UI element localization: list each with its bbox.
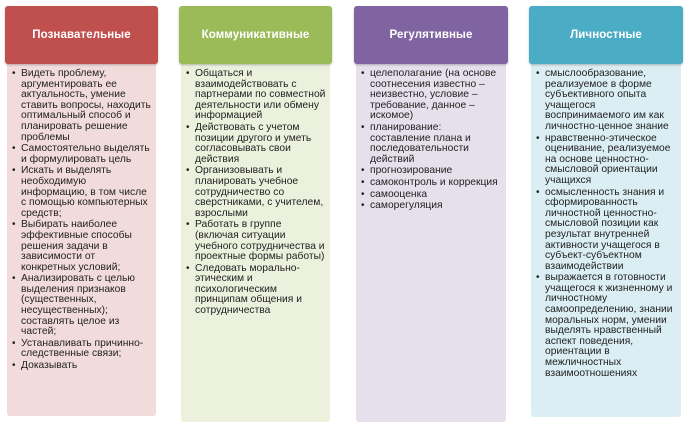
list-item: • Доказывать: [21, 361, 152, 372]
list-item: • смыслообразование, реализуемое в форме субъективного опыта учащегося воспринимаемого им как личностно-ценное знание: [545, 69, 677, 133]
list-item: • самоконтроль и коррекция: [370, 178, 502, 189]
item-list: [7, 64, 156, 372]
list-item: • саморегуляция: [370, 201, 502, 212]
list-item: • Анализировать с целью выделения признаков (существенных, несущественных); составлять целое из частей;: [21, 274, 152, 338]
column-title: Регулятивные: [389, 29, 473, 41]
item-list: [356, 64, 506, 212]
list-item: • осмысленность знания и сформированность личностной ценностно-смысловой позиции как результат внутренней активности учащегося в субъект-субъектном взаимодействии: [545, 188, 677, 273]
list-item: • самооценка: [370, 190, 502, 201]
column-regulatory: [354, 6, 508, 212]
list-item: • Действовать с учетом позиции другого и уметь согласовывать свои действия: [195, 123, 326, 165]
column-body-personal: [531, 64, 681, 417]
item-list: [531, 64, 681, 379]
column-title: Личностные: [570, 29, 642, 41]
column-header-personal: [529, 6, 683, 64]
list-item: • Устанавливать причинно-следственные связи;: [21, 339, 152, 360]
list-item: • Организовывать и планировать учебное сотрудничество со сверстниками, с учителем, взрослыми: [195, 166, 326, 219]
column-personal: [529, 6, 683, 379]
column-title: Познавательные: [32, 29, 131, 41]
list-item: • Работать в группе (включая ситуации учебного сотрудничества и проектные формы работы): [195, 220, 326, 262]
column-body-communicative: [181, 64, 330, 422]
list-item: • Выбирать наиболее эффективные способы решения задачи в зависимости от конкретных условий;: [21, 220, 152, 273]
list-item: • планирование: составление плана и последовательности действий: [370, 123, 502, 165]
item-list: [181, 64, 330, 317]
column-body-cognitive: [7, 64, 156, 416]
list-item: • Следовать морально-этическим и психологическим принципам общения и сотрудничества: [195, 264, 326, 317]
list-item: • прогнозирование: [370, 166, 502, 177]
column-body-regulatory: [356, 64, 506, 422]
list-item: • нравственно-этическое оценивание, реализуемое на основе ценностно-смысловой ориентации учащихся: [545, 134, 677, 187]
list-item: • Общаться и взаимодействовать с партнерами по совместной деятельности или обмену информацией: [195, 69, 326, 122]
column-title: Коммуникативные: [201, 29, 310, 41]
column-header-cognitive: [5, 6, 158, 64]
column-communicative: [179, 6, 332, 317]
list-item: • целеполагание (на основе соотнесения известно – неизвестно, условие – требование, данное – искомое): [370, 69, 502, 122]
list-item: • Видеть проблему, аргументировать ее актуальность, умение ставить вопросы, находить оптимальный способ и планировать решение проблемы: [21, 69, 152, 143]
column-cognitive: [5, 6, 158, 372]
list-item: • Самостоятельно выделять и формулировать цель: [21, 144, 152, 165]
list-item: • Искать и выделять необходимую информацию, в том числе с помощью компьютерных средств;: [21, 166, 152, 219]
column-header-regulatory: [354, 6, 508, 64]
list-item: • выражается в готовности учащегося к жизненному и личностному самоопределению, знании моральных норм, умении выделять нравственный аспект поведения, ориентации в межличностных взаимоотношениях: [545, 273, 677, 379]
column-header-communicative: [179, 6, 332, 64]
